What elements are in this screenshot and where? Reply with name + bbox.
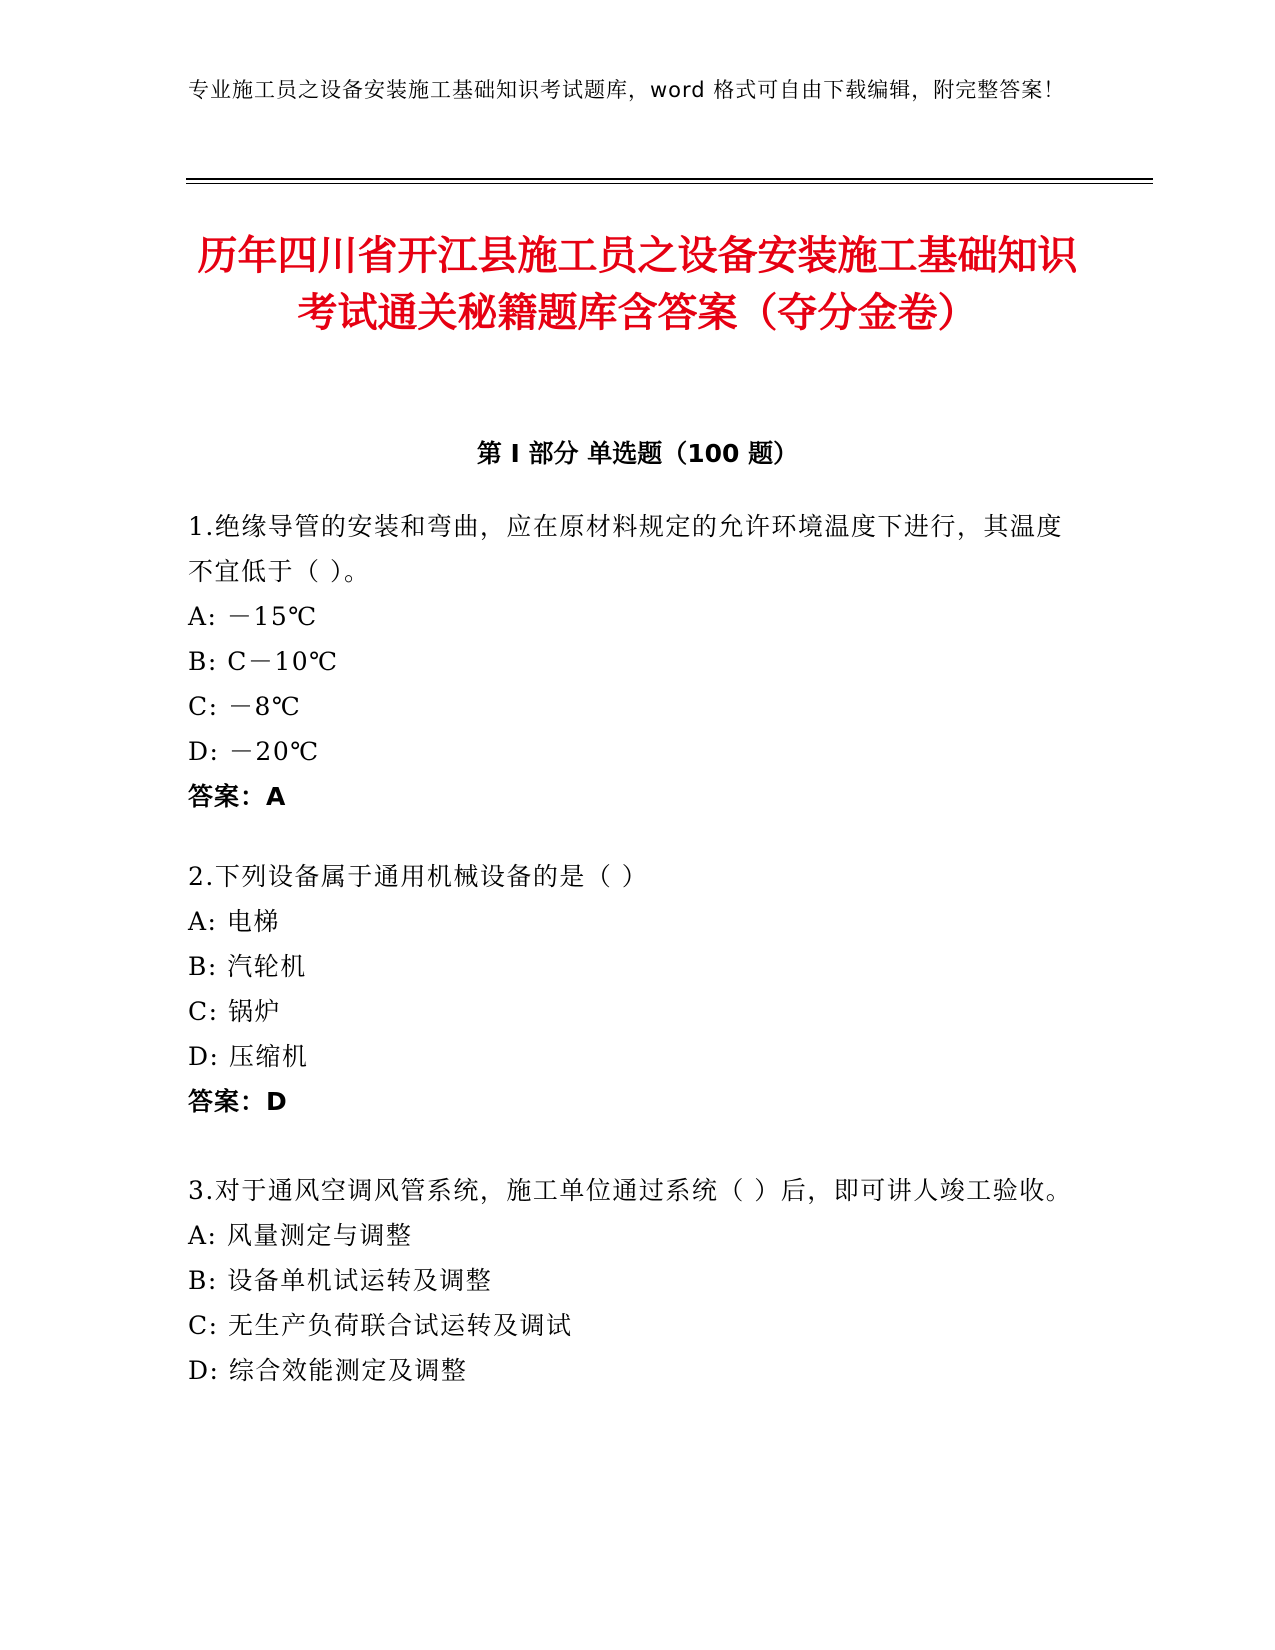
option-c: C: 锅炉 [188, 997, 281, 1026]
question-stem: 2.下列设备属于通用机械设备的是（ ） [188, 862, 649, 891]
option-d: D: 综合效能测定及调整 [188, 1356, 468, 1385]
option-c: C: 无生产负荷联合试运转及调试 [188, 1311, 573, 1340]
question-stem: 1.绝缘导管的安装和弯曲，应在原材料规定的允许环境温度下进行，其温度不宜低于（ ）。 [188, 512, 1063, 586]
option-a: A: 电梯 [188, 907, 280, 936]
option-a: A: 风量测定与调整 [188, 1221, 413, 1250]
document-title: 历年四川省开江县施工员之设备安装施工基础知识考试通关秘籍题库含答案（夺分金卷） [197, 233, 1078, 336]
option-b: B: 汽轮机 [188, 952, 307, 981]
question-1 [188, 504, 1088, 819]
header-note: 专业施工员之设备安装施工基础知识考试题库，word 格式可自由下载编辑，附完整答案！ [188, 78, 1066, 102]
option-d: D: 压缩机 [188, 1042, 309, 1071]
option-b: B: 设备单机试运转及调整 [188, 1266, 493, 1295]
header-divider-thick [186, 178, 1153, 180]
option-b: B: C－10℃ [188, 647, 339, 676]
option-a: A: －15℃ [188, 602, 318, 631]
question-3 [188, 1168, 1088, 1393]
header-divider-thin [186, 183, 1153, 184]
question-2 [188, 854, 1088, 1124]
answer-label: 答案：A [188, 782, 287, 811]
section-heading: 第 I 部分 单选题（100 题） [476, 439, 799, 468]
answer-label: 答案：D [188, 1087, 288, 1116]
option-c: C: －8℃ [188, 692, 302, 721]
option-d: D: －20℃ [188, 737, 320, 766]
question-stem: 3.对于通风空调风管系统，施工单位通过系统（ ）后，即可讲人竣工验收。 [188, 1176, 1073, 1205]
